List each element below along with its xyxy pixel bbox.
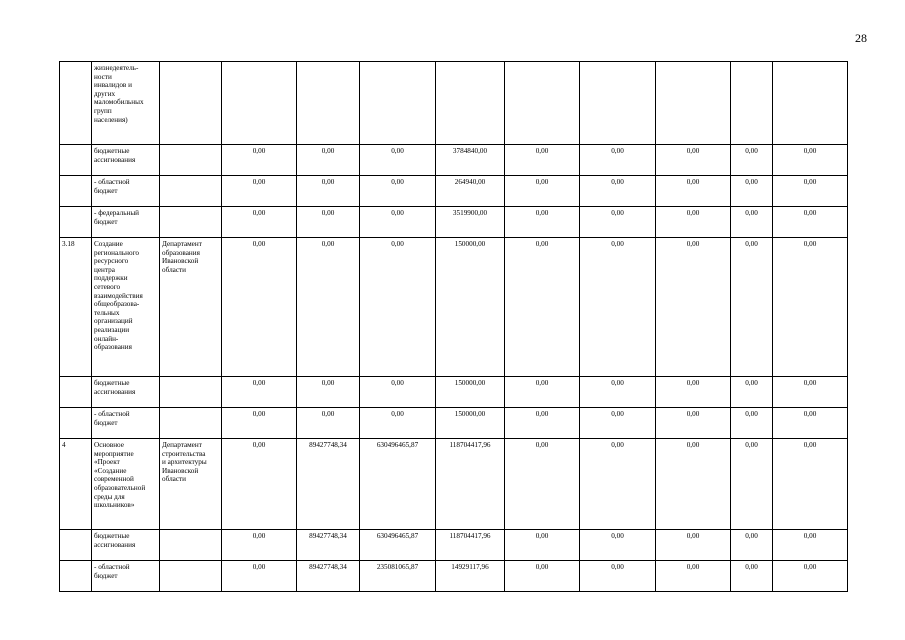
value-cell: 0,00 — [656, 176, 731, 207]
value-cell: 0,00 — [731, 176, 773, 207]
page-number: 28 — [855, 31, 867, 45]
value-cell: 14929117,96 — [436, 561, 505, 592]
table-row — [60, 530, 848, 561]
value-cell: 0,00 — [505, 439, 580, 530]
value-cell: 0,00 — [656, 408, 731, 439]
row-code — [60, 207, 92, 238]
table-row — [60, 207, 848, 238]
value-cell: 0,00 — [773, 145, 848, 176]
value-cell: 0,00 — [731, 238, 773, 377]
value-cell: 0,00 — [505, 176, 580, 207]
value-cell — [731, 62, 773, 145]
value-cell: 0,00 — [656, 530, 731, 561]
value-cell: 0,00 — [731, 145, 773, 176]
value-cell — [773, 62, 848, 145]
value-cell: 0,00 — [360, 377, 436, 408]
value-cell: 0,00 — [773, 561, 848, 592]
row-code — [60, 408, 92, 439]
row-name: бюджетные ассигнования — [92, 377, 160, 408]
value-cell: 0,00 — [580, 530, 656, 561]
value-cell: 0,00 — [580, 408, 656, 439]
value-cell — [505, 62, 580, 145]
value-cell: 0,00 — [222, 439, 297, 530]
value-cell: 89427748,34 — [297, 530, 360, 561]
row-code — [60, 176, 92, 207]
value-cell: 0,00 — [222, 176, 297, 207]
value-cell: 0,00 — [656, 145, 731, 176]
value-cell: 0,00 — [773, 238, 848, 377]
table-row — [60, 176, 848, 207]
row-code — [60, 561, 92, 592]
row-name: жизнедеятель- ности инвалидов и других маломобильных групп населения) — [92, 62, 160, 145]
value-cell: 89427748,34 — [297, 439, 360, 530]
value-cell: 0,00 — [731, 207, 773, 238]
row-name: бюджетные ассигнования — [92, 145, 160, 176]
value-cell: 0,00 — [222, 238, 297, 377]
value-cell: 0,00 — [656, 439, 731, 530]
row-code — [60, 530, 92, 561]
row-executor: Департамент образования Ивановской области — [160, 238, 222, 377]
value-cell: 0,00 — [222, 530, 297, 561]
value-cell: 3784840,00 — [436, 145, 505, 176]
value-cell: 0,00 — [360, 207, 436, 238]
value-cell: 0,00 — [580, 561, 656, 592]
value-cell — [222, 62, 297, 145]
table-row — [60, 561, 848, 592]
row-name: - федеральный бюджет — [92, 207, 160, 238]
value-cell: 0,00 — [773, 439, 848, 530]
value-cell — [580, 62, 656, 145]
value-cell: 630496465,87 — [360, 439, 436, 530]
value-cell: 0,00 — [580, 145, 656, 176]
row-name: бюджетные ассигнования — [92, 530, 160, 561]
value-cell: 0,00 — [297, 145, 360, 176]
row-code: 3.18 — [60, 238, 92, 377]
value-cell: 630496465,87 — [360, 530, 436, 561]
value-cell: 0,00 — [731, 561, 773, 592]
table-row — [60, 238, 848, 377]
row-code: 4 — [60, 439, 92, 530]
table-row — [60, 439, 848, 530]
value-cell: 0,00 — [505, 377, 580, 408]
value-cell: 0,00 — [222, 145, 297, 176]
value-cell: 0,00 — [731, 377, 773, 408]
value-cell: 235081065,87 — [360, 561, 436, 592]
row-executor: Департамент строительства и архитектуры Ивановской области — [160, 439, 222, 530]
row-executor — [160, 530, 222, 561]
value-cell: 0,00 — [731, 408, 773, 439]
row-executor — [160, 207, 222, 238]
value-cell: 0,00 — [580, 377, 656, 408]
value-cell: 0,00 — [731, 439, 773, 530]
row-name: Создание регионального ресурсного центра поддержки сетевого взаимодействия общеобразова- тельных организаций реализации онлайн- образования — [92, 238, 160, 377]
value-cell: 0,00 — [656, 377, 731, 408]
value-cell: 0,00 — [360, 176, 436, 207]
value-cell: 0,00 — [360, 408, 436, 439]
value-cell: 0,00 — [773, 377, 848, 408]
value-cell: 0,00 — [297, 408, 360, 439]
value-cell: 0,00 — [222, 561, 297, 592]
value-cell: 264940,00 — [436, 176, 505, 207]
value-cell: 0,00 — [580, 207, 656, 238]
row-name: - областной бюджет — [92, 561, 160, 592]
row-executor — [160, 145, 222, 176]
value-cell: 0,00 — [731, 530, 773, 561]
value-cell: 150000,00 — [436, 377, 505, 408]
value-cell: 0,00 — [773, 176, 848, 207]
table-row — [60, 377, 848, 408]
budget-table — [59, 61, 848, 592]
value-cell: 0,00 — [656, 561, 731, 592]
row-executor — [160, 62, 222, 145]
row-name: Основное мероприятие «Проект «Создание современной образовательной среды для школьников» — [92, 439, 160, 530]
value-cell: 0,00 — [297, 377, 360, 408]
row-code — [60, 377, 92, 408]
value-cell: 0,00 — [505, 530, 580, 561]
value-cell: 150000,00 — [436, 238, 505, 377]
value-cell: 150000,00 — [436, 408, 505, 439]
table-row — [60, 62, 848, 145]
value-cell: 0,00 — [360, 145, 436, 176]
row-executor — [160, 561, 222, 592]
value-cell — [656, 62, 731, 145]
value-cell: 0,00 — [505, 561, 580, 592]
value-cell: 0,00 — [773, 530, 848, 561]
value-cell: 0,00 — [773, 207, 848, 238]
value-cell: 118704417,96 — [436, 439, 505, 530]
value-cell: 89427748,34 — [297, 561, 360, 592]
row-code — [60, 62, 92, 145]
value-cell: 0,00 — [773, 408, 848, 439]
value-cell: 0,00 — [222, 207, 297, 238]
value-cell: 0,00 — [505, 207, 580, 238]
row-executor — [160, 408, 222, 439]
value-cell: 0,00 — [222, 377, 297, 408]
value-cell: 0,00 — [580, 439, 656, 530]
row-executor — [160, 176, 222, 207]
value-cell: 0,00 — [505, 408, 580, 439]
value-cell: 0,00 — [505, 145, 580, 176]
row-executor — [160, 377, 222, 408]
value-cell: 3519900,00 — [436, 207, 505, 238]
table-row — [60, 408, 848, 439]
value-cell: 0,00 — [580, 238, 656, 377]
row-code — [60, 145, 92, 176]
value-cell: 0,00 — [656, 207, 731, 238]
value-cell: 0,00 — [222, 408, 297, 439]
value-cell: 0,00 — [297, 176, 360, 207]
value-cell: 0,00 — [505, 238, 580, 377]
value-cell: 0,00 — [297, 207, 360, 238]
row-name: - областной бюджет — [92, 176, 160, 207]
value-cell — [297, 62, 360, 145]
value-cell — [360, 62, 436, 145]
value-cell: 0,00 — [297, 238, 360, 377]
value-cell: 0,00 — [580, 176, 656, 207]
value-cell: 0,00 — [656, 238, 731, 377]
value-cell — [436, 62, 505, 145]
value-cell: 0,00 — [360, 238, 436, 377]
table-row — [60, 145, 848, 176]
row-name: - областной бюджет — [92, 408, 160, 439]
value-cell: 118704417,96 — [436, 530, 505, 561]
